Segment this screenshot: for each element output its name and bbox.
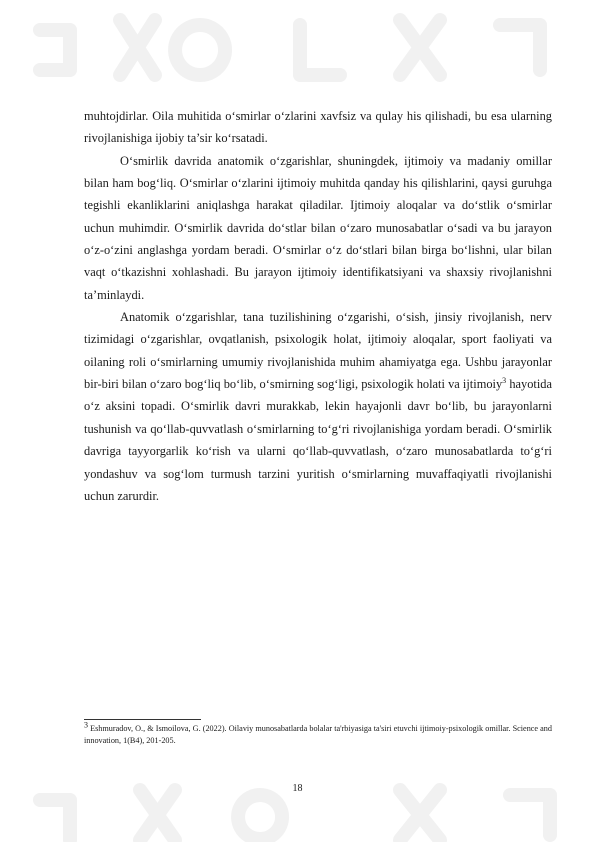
footnote-text: Eshmuradov, O., & Ismoilova, G. (2022). Oilaviy munosabatlarda bolalar ta'rbiyasiga ta'siri etuvchi ijtimoiy-psixologik omillar. Science and innovation, 1(B4), 201-205. (84, 724, 552, 745)
footnote-reference[interactable]: 3 (502, 376, 507, 385)
paragraph-continuation: muhtojdirlar. Oila muhitida o‘smirlar o‘zlarini xavfsiz va qulay his qilishadi, bu esa ularning rivojlanishiga ijobiy ta’sir ko‘rsatadi. (84, 109, 552, 146)
paragraph-anatomical-changes (84, 306, 552, 507)
main-text (84, 105, 552, 507)
paragraph-text-before-ref: Anatomik o‘zgarishlar, tana tuzilishining o‘zgarishi, o‘sish, jinsiy rivojlanish, nerv tizimidagi o‘zgarishlar, ovqatlanish, psixologik holat, ijtimoiy aloqalar, sport faoliyati va oilaning roli o‘smirlarning umumiy rivojlanishida muhim ahamiyatga ega. Ushbu jarayonlar bir-biri bilan o‘zaro bog‘liq bo‘lib, o‘smirning sog‘ligi, psixologik holati va ijtimoiy (84, 310, 552, 392)
page-number: 18 (292, 783, 303, 794)
footnote-divider (84, 719, 201, 720)
paragraph-text-after-ref: hayotida o‘z aksini topadi. O‘smirlik davri murakkab, lekin hayajonli davr bo‘lib, bu jarayonlarni tushunish va qo‘llab-quvvatlash o‘smirlarning to‘g‘ri rivojlanishiga yordam beradi. O‘smirlik davriga tayyorgarlik ko‘rish va ularni qo‘llab-quvvatlash, o‘zaro munosabatlarda to‘g‘ri yondashuv va sog‘lom turmush tarzini yuritish o‘smirlarning muvaffaqiyatli rivojlanishi uchun zarurdir. (84, 377, 552, 503)
footnote-marker: 3 (84, 720, 88, 730)
footnote (84, 720, 552, 747)
paragraph-social-factors: O‘smirlik davrida anatomik o‘zgarishlar, shuningdek, ijtimoiy va madaniy omillar bilan ham bog‘liq. O‘smirlar o‘zlarini ijtimoiy muhitda qanday his qilishlarini, qaysi guruhga tegishli ekanliklarini aniqlashga harakat qiladilar. Ijtimoiy aloqalar va do‘stlik o‘smirlar uchun muhimdir. O‘smirlik davrida do‘stlar bilan o‘zaro munosabatlar o‘sadi va bu jarayon o‘z-o‘zini anglashga yordam beradi. O‘smirlar o‘z do‘stlari bilan birga bo‘lishni, ular bilan vaqt o‘tkazishni xohlashadi. Bu jarayon ijtimoiy identifikatsiyani va shaxsiy rivojlanishni ta’minlaydi. (84, 153, 552, 302)
